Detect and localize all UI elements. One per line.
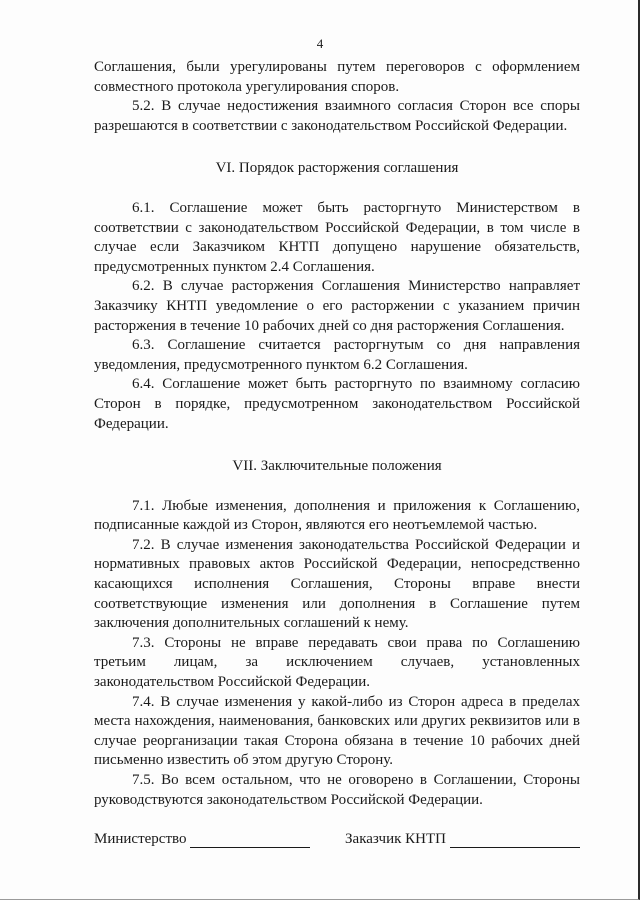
ministry-signature-line <box>190 833 310 848</box>
clause-7-5: 7.5. Во всем остальном, что не оговорено в Соглашении, Стороны руководствуются законодательством Российской Федерации. <box>94 772 580 808</box>
clause-6-4: 6.4. Соглашение может быть расторгнуто по взаимному согласию Сторон в порядке, предусмотренном законодательством Российской Федерации. <box>94 376 580 432</box>
clause-6-3: 6.3. Соглашение считается расторгнутым со дня направления уведомления, предусмотренного пунктом 6.2 Соглашения. <box>94 337 580 373</box>
customer-signature-label: Заказчик КНТП <box>345 831 446 847</box>
ministry-signature-label: Министерство <box>94 831 187 847</box>
section-6-heading: VI. Порядок расторжения соглашения <box>215 160 459 177</box>
document-body <box>94 58 580 810</box>
clause-6-2: 6.2. В случае расторжения Соглашения Министерство направляет Заказчику КНТП уведомление о его расторжении с указанием причин расторжения в течение 10 рабочих дней со дня расторжения Соглашения. <box>94 278 580 334</box>
page-number: 4 <box>316 36 324 51</box>
intro-paragraph: Соглашения, были урегулированы путем переговоров с оформлением совместного протокола урегулирования споров. <box>94 59 580 95</box>
clause-7-4: 7.4. В случае изменения у какой-либо из Сторон адреса в пределах места нахождения, наименования, банковских или других реквизитов или в случае реорганизации такая Сторона обязана в течение 10 рабочих дней письменно известить об этом другую Сторону. <box>94 693 580 769</box>
customer-signature-line <box>450 833 580 848</box>
signature-block <box>94 831 580 848</box>
clause-7-1: 7.1. Любые изменения, дополнения и приложения к Соглашению, подписанные каждой из Сторон, являются его неотъемлемой частью. <box>94 497 580 534</box>
clause-5-2: 5.2. В случае недостижения взаимного согласия Сторон все споры разрешаются в соответствии с законодательством Российской Федерации. <box>94 98 580 134</box>
clause-6-1: 6.1. Соглашение может быть расторгнуто Министерством в соответствии с законодательством Российской Федерации, в том числе в случае если Заказчиком КНТП допущено нарушение обязательств, предусмотренных пунктом 2.4 Соглашения. <box>94 199 580 275</box>
ministry-signature <box>94 831 310 848</box>
clause-7-3: 7.3. Стороны не вправе передавать свои права по Соглашению третьим лицам, за исключением случаев, установленных законодательством Российской Федерации. <box>94 634 580 691</box>
clause-7-2: 7.2. В случае изменения законодательства Российской Федерации и нормативных правовых актов Российской Федерации, непосредственно касающихся исполнения Соглашения, Стороны вправе внести соответствующие изменения или дополнения в Соглашение путем заключения дополнительных соглашений к нему. <box>94 536 580 632</box>
customer-signature <box>345 831 580 848</box>
section-7-heading: VII. Заключительные положения <box>232 458 442 475</box>
